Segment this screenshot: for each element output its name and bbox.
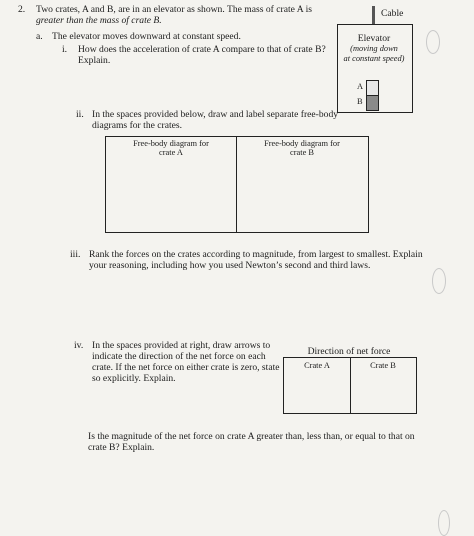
final-question-line1: Is the magnitude of the net force on crate A greater than, less than, or equal to that on — [88, 431, 415, 442]
part-iv-line4: so explicitly. Explain. — [92, 373, 176, 384]
elevator-label: Elevator — [357, 33, 391, 44]
crate-b-shape — [366, 95, 379, 111]
part-ii-line2: diagrams for the crates. — [92, 120, 183, 131]
part-i-line1: How does the acceleration of crate A compare to that of crate B? — [78, 44, 326, 55]
problem-intro-line2: greater than the mass of crate B. — [36, 15, 162, 26]
part-iii-line1: Rank the forces on the crates according to magnitude, from largest to smallest. Explain — [89, 249, 423, 260]
problem-intro-line1: Two crates, A and B, are in an elevator as shown. The mass of crate A is — [36, 4, 312, 15]
part-iv-line1: In the spaces provided at right, draw arrows to — [92, 340, 271, 351]
part-iv-line3: crate. If the net force on either crate is zero, state — [92, 362, 280, 373]
problem-number: 2. — [18, 4, 26, 15]
part-iii-line2: your reasoning, including how you used Newton’s second and third laws. — [89, 260, 371, 271]
cable-label: Cable — [381, 8, 404, 19]
fbd-b-title-line1: Free-body diagram for — [264, 139, 340, 148]
scan-hole-mark — [432, 268, 446, 294]
elevator-motion-line1: (moving down — [350, 44, 398, 53]
fbd-a-title-line1: Free-body diagram for — [133, 139, 209, 148]
part-iv-line2: indicate the direction of the net force on each — [92, 351, 266, 362]
part-i-line2: Explain. — [78, 55, 111, 66]
net-force-col-a: Crate A — [304, 361, 330, 370]
elevator-motion-line2: at constant speed) — [343, 54, 405, 63]
crate-a-label: A — [357, 82, 364, 91]
part-a-text: The elevator moves downward at constant speed. — [52, 31, 241, 42]
part-ii-line1: In the spaces provided below, draw and label separate free-body — [92, 109, 339, 120]
crate-a-shape — [366, 80, 379, 96]
part-a-marker: a. — [36, 31, 43, 42]
crate-b-label: B — [357, 97, 363, 106]
net-force-table-title: Direction of net force — [307, 346, 391, 357]
scan-hole-mark — [438, 510, 450, 536]
cable-line — [372, 6, 375, 24]
part-iii-marker: iii. — [70, 249, 81, 260]
fbd-a-title-line2: crate A — [159, 148, 183, 157]
part-ii-marker: ii. — [76, 109, 84, 120]
part-i-marker: i. — [62, 44, 68, 55]
net-force-col-b: Crate B — [370, 361, 396, 370]
fbd-b-title-line2: crate B — [290, 148, 314, 157]
scan-hole-mark — [426, 30, 440, 54]
final-question-line2: crate B? Explain. — [88, 442, 155, 453]
part-iv-marker: iv. — [74, 340, 84, 351]
